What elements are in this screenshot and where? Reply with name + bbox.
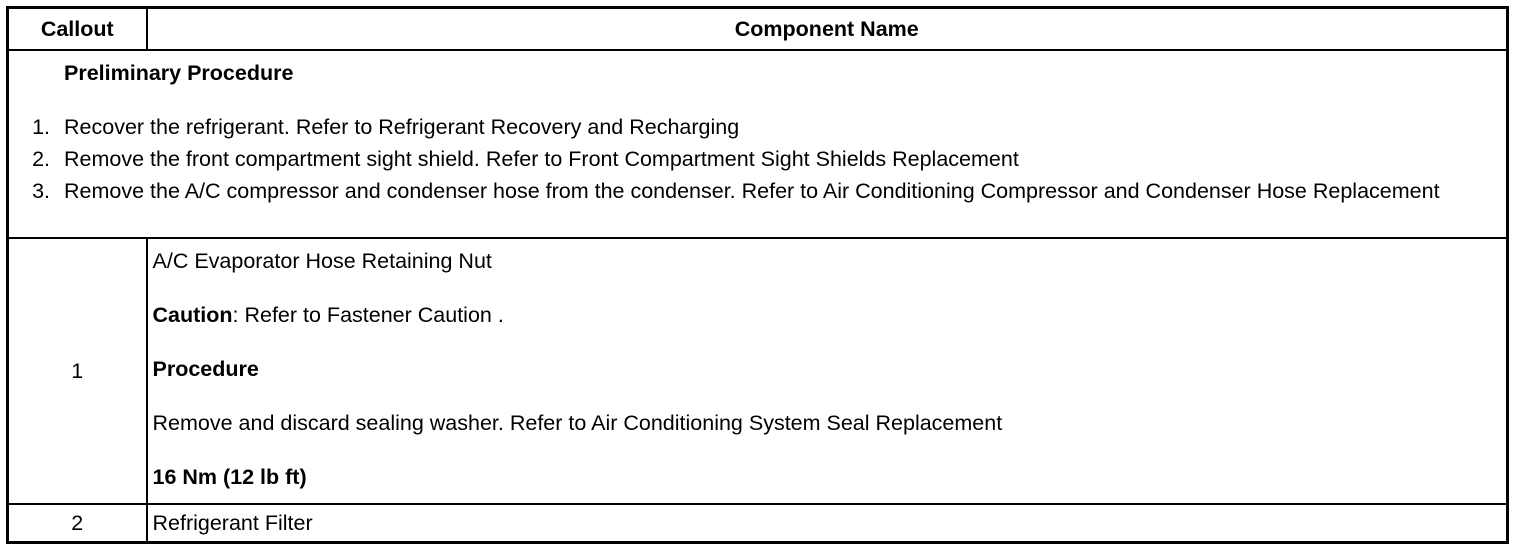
callout-number: 2 [8, 504, 147, 543]
preliminary-row [8, 50, 1508, 238]
step-number: 3. [32, 179, 50, 203]
list-item [9, 177, 1506, 205]
table-header-row [8, 8, 1508, 51]
callout-column-header: Callout [8, 8, 147, 51]
torque-spec: 16 Nm (12 lb ft) [152, 465, 307, 489]
list-item [9, 145, 1506, 173]
table-row [8, 504, 1508, 543]
preliminary-steps-list [9, 113, 1506, 205]
component-table [6, 6, 1509, 544]
procedure-text: Remove and discard sealing washer. Refer to Air Conditioning System Seal Replacement [152, 411, 1003, 435]
component-name: Refrigerant Filter [147, 504, 1508, 543]
caution-note [153, 301, 1507, 329]
step-text: Remove the A/C compressor and condenser hose from the condenser. Refer to Air Conditioning Compressor and Condenser Hose Replacement [64, 179, 1440, 203]
caution-label: Caution [152, 303, 233, 327]
step-text: Remove the front compartment sight shield. Refer to Front Compartment Sight Shields Replacement [64, 147, 1019, 171]
preliminary-procedure-title: Preliminary Procedure [64, 61, 294, 85]
caution-text: : Refer to Fastener Caution . [232, 303, 504, 327]
preliminary-procedure-cell [8, 50, 1508, 238]
step-number: 2. [32, 147, 50, 171]
component-name-column-header: Component Name [147, 8, 1508, 51]
component-cell [147, 238, 1508, 504]
step-number: 1. [32, 115, 50, 139]
procedure-label: Procedure [152, 357, 259, 381]
table-row [8, 238, 1508, 504]
callout-number: 1 [8, 238, 147, 504]
step-text: Recover the refrigerant. Refer to Refrigerant Recovery and Recharging [64, 115, 740, 139]
component-name: A/C Evaporator Hose Retaining Nut [152, 249, 492, 273]
list-item [9, 113, 1506, 141]
